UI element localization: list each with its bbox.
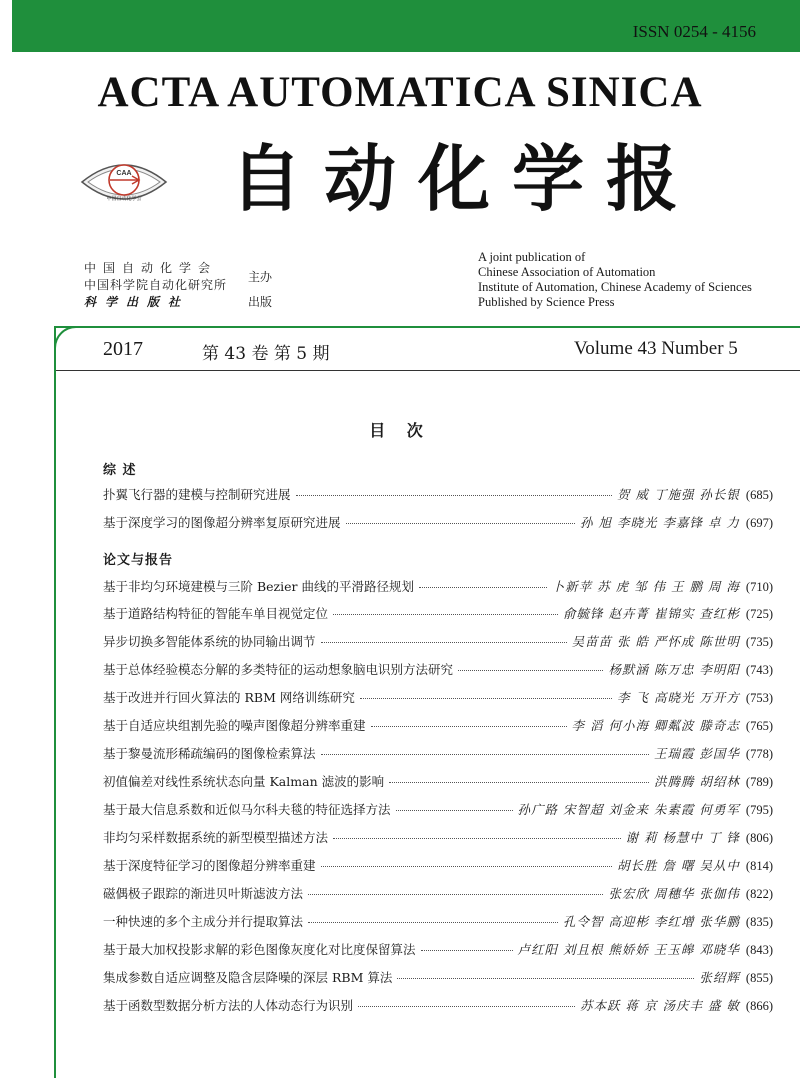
- leader-dots: [397, 978, 694, 979]
- toc-entry-page: (855): [745, 971, 773, 985]
- toc-entry-authors: 张宏欣 周穗华 张伽伟: [608, 886, 740, 901]
- leader-dots: [333, 614, 558, 615]
- toc-entry-page: (735): [745, 635, 773, 649]
- toc-entry-title: 基于非均匀环境建模与三阶 Bezier 曲线的平滑路径规划: [103, 579, 414, 594]
- journal-title-cn: 自动化学报: [230, 137, 701, 221]
- leader-dots: [308, 922, 558, 923]
- leader-dots: [296, 495, 612, 496]
- toc-entry-page: (789): [745, 775, 773, 789]
- toc-entry-authors: 洪腾腾 胡绍林: [653, 774, 740, 789]
- leader-dots: [458, 670, 603, 671]
- toc-entry-authors: 孔令智 高迎彬 李红增 张华鹏: [563, 914, 740, 929]
- toc-entry[interactable]: [103, 828, 773, 846]
- frame-top-border: [54, 326, 800, 328]
- toc-entry-authors: 卜新苹 苏 虎 邹 伟 王 鹏 周 海: [551, 579, 740, 594]
- toc-entry-title: 集成参数自适应调整及隐含层降噪的深层 RBM 算法: [103, 970, 393, 985]
- caa-eye-logo-icon: [78, 152, 170, 212]
- leader-dots: [389, 782, 649, 783]
- sponsor-role: 主办: [248, 269, 273, 284]
- toc-entry-authors: 贺 威 丁施强 孙长银: [617, 487, 740, 502]
- leader-dots: [308, 894, 603, 895]
- toc-entry-page: (866): [745, 999, 773, 1013]
- toc-entry-authors: 谢 莉 杨慧中 丁 锋: [625, 830, 740, 845]
- toc-entry-page: (765): [745, 719, 773, 733]
- toc-entry-authors: 张绍辉: [699, 970, 740, 985]
- toc-entry-authors: 孙广路 宋智超 刘金来 朱素霞 何勇军: [517, 802, 740, 817]
- section-heading-papers: 论文与报告: [103, 553, 174, 568]
- sponsors-block: [84, 260, 272, 311]
- toc-entry-title: 基于道路结构特征的智能车单目视觉定位: [103, 606, 329, 621]
- toc-entry[interactable]: [103, 604, 773, 622]
- toc-entry[interactable]: [103, 968, 773, 986]
- toc-entry-title: 基于深度学习的图像超分辨率复原研究进展: [103, 515, 341, 530]
- toc-entry-page: (814): [745, 859, 773, 873]
- toc-entry-page: (795): [745, 803, 773, 817]
- logo-text: 中国自动化学会: [106, 196, 142, 202]
- toc-entry-title: 磁偶极子跟踪的渐进贝叶斯滤波方法: [103, 886, 304, 901]
- toc-entry[interactable]: [103, 912, 773, 930]
- leader-dots: [396, 810, 513, 811]
- joint-line-3: Institute of Automation, Chinese Academy of Sciences: [478, 280, 752, 294]
- toc-entry-title: 异步切换多智能体系统的协同输出调节: [103, 634, 316, 649]
- toc-entry-title: 一种快速的多个主成分并行提取算法: [103, 914, 304, 929]
- joint-line-4: Published by Science Press: [478, 295, 615, 309]
- toc-entry-authors: 卢红阳 刘且根 熊娇娇 王玉皞 邓晓华: [517, 942, 740, 957]
- toc-entry[interactable]: [103, 744, 773, 762]
- leader-dots: [333, 838, 621, 839]
- toc-entry-title: 基于黎曼流形稀疏编码的图像检索算法: [103, 746, 316, 761]
- toc-entry[interactable]: [103, 577, 773, 595]
- toc-entry[interactable]: [103, 856, 773, 874]
- leader-dots: [321, 754, 649, 755]
- toc-entry-page: (725): [745, 607, 773, 621]
- toc-entry-authors: 胡长胜 詹 曙 吴从中: [617, 858, 740, 873]
- leader-dots: [346, 523, 576, 524]
- publisher-press: 科学出版社: [84, 295, 190, 309]
- frame-corner: [54, 326, 80, 352]
- toc-entry[interactable]: [103, 632, 773, 650]
- toc-entry[interactable]: [103, 485, 773, 503]
- issue-divider: [56, 370, 800, 371]
- toc-entry[interactable]: [103, 940, 773, 958]
- leader-dots: [321, 642, 567, 643]
- toc-entry-title: 扑翼飞行器的建模与控制研究进展: [103, 487, 291, 502]
- joint-line-1: A joint publication of: [478, 250, 586, 264]
- toc-entry[interactable]: [103, 884, 773, 902]
- leader-dots: [360, 698, 612, 699]
- logo-abbr: CAA: [116, 170, 132, 177]
- toc-entry[interactable]: [103, 513, 773, 531]
- issn: ISSN 0254 - 4156: [632, 22, 756, 41]
- toc-entry-page: (743): [745, 663, 773, 677]
- sponsor-org-caa: 中国自动化学会: [84, 261, 218, 275]
- toc-entry-authors: 吴苗苗 张 皓 严怀成 陈世明: [571, 634, 740, 649]
- toc-entry-authors: 孙 旭 李晓光 李嘉锋 卓 力: [580, 515, 740, 530]
- toc-entry-page: (806): [745, 831, 773, 845]
- leader-dots: [371, 726, 567, 727]
- toc-entry-title: 基于函数型数据分析方法的人体动态行为识别: [103, 998, 354, 1013]
- toc-entry-page: (710): [745, 580, 773, 594]
- toc-entry-authors: 苏本跃 蒋 京 汤庆丰 盛 敏: [580, 998, 740, 1013]
- toc-entry-title: 基于改进并行回火算法的 RBM 网络训练研究: [103, 690, 355, 705]
- journal-title-en: ACTA AUTOMATICA SINICA: [97, 69, 703, 116]
- toc-entry-page: (685): [745, 488, 773, 502]
- joint-line-2: Chinese Association of Automation: [478, 265, 656, 279]
- publisher-role: 出版: [248, 295, 273, 309]
- issue-volume-cn: 第 43 卷 第 5 期: [202, 344, 330, 364]
- toc-entry-authors: 李 飞 高晓光 万开方: [617, 690, 740, 705]
- toc-entry-title: 基于最大加权投影求解的彩色图像灰度化对比度保留算法: [103, 942, 416, 957]
- toc-entry-page: (843): [745, 943, 773, 957]
- issue-volume-en: Volume 43 Number 5: [574, 338, 738, 359]
- toc-entry-authors: 俞毓锋 赵卉菁 崔锦实 查红彬: [563, 606, 740, 621]
- issue-year: 2017: [103, 338, 143, 360]
- toc-entry-title: 基于深度特征学习的图像超分辨率重建: [103, 858, 316, 873]
- toc-entry[interactable]: [103, 688, 773, 706]
- sponsor-org-ia: 中国科学院自动化研究所: [84, 278, 228, 292]
- section-heading-review: 综 述: [103, 463, 137, 478]
- toc-entry-authors: 李 滔 何小海 卿粼波 滕奇志: [571, 718, 740, 733]
- toc-entry-title: 非均匀采样数据系统的新型模型描述方法: [103, 830, 329, 845]
- leader-dots: [358, 1006, 575, 1007]
- joint-publication-block: [478, 250, 752, 310]
- toc-entry-title: 基于自适应块组割先验的噪声图像超分辨率重建: [103, 718, 366, 733]
- leader-dots: [321, 866, 612, 867]
- toc-entry-authors: 杨默涵 陈万忠 李明阳: [608, 662, 740, 677]
- toc-entry[interactable]: [103, 772, 773, 790]
- leader-dots: [421, 950, 513, 951]
- toc-entry[interactable]: [103, 716, 773, 734]
- toc-entry-title: 基于最大信息系数和近似马尔科夫毯的特征选择方法: [103, 802, 391, 817]
- toc-entry[interactable]: [103, 996, 773, 1014]
- toc-entry-page: (753): [745, 691, 773, 705]
- toc-entry-page: (697): [745, 516, 773, 530]
- toc-entry-title: 初值偏差对线性系统状态向量 Kalman 滤波的影响: [103, 774, 385, 789]
- leader-dots: [419, 587, 547, 588]
- toc-entry-page: (835): [745, 915, 773, 929]
- toc-entry-title: 基于总体经验模态分解的多类特征的运动想象脑电识别方法研究: [103, 662, 454, 677]
- toc-entry-page: (822): [745, 887, 773, 901]
- toc-entry-page: (778): [745, 747, 773, 761]
- toc-entry[interactable]: [103, 660, 773, 678]
- toc-entry-authors: 王瑞霞 彭国华: [653, 746, 740, 761]
- toc-entry[interactable]: [103, 800, 773, 818]
- toc-heading: 目 次: [369, 421, 431, 440]
